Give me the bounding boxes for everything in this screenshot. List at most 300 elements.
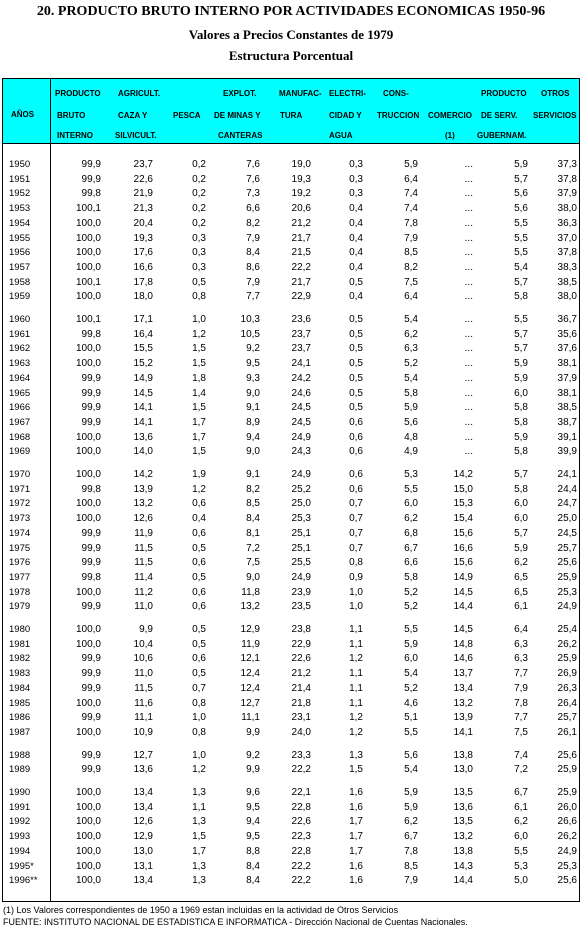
- value-cell: ...: [464, 159, 473, 170]
- value-cell: 13,4: [453, 682, 473, 694]
- value-cell: ...: [464, 203, 473, 215]
- value-cell: 13,6: [453, 801, 473, 813]
- value-cell: 0,6: [349, 416, 363, 428]
- value-cell: 6,4: [514, 624, 528, 635]
- value-cell: 5,8: [514, 446, 528, 458]
- table-row: [3, 290, 579, 305]
- value-cell: 11,4: [134, 571, 153, 583]
- value-cell: 0,9: [349, 571, 363, 583]
- value-cell: 5,8: [514, 416, 528, 428]
- year-cell: 1993: [9, 831, 31, 843]
- table-row: [3, 202, 579, 217]
- value-cell: 17,8: [133, 276, 153, 288]
- value-cell: 11,0: [134, 668, 153, 680]
- header-otros-2: SERVICIOS: [533, 111, 577, 120]
- value-cell: 25,7: [557, 542, 577, 554]
- value-cell: 26,2: [557, 638, 577, 650]
- value-cell: 13,0: [133, 845, 153, 857]
- value-cell: 7,9: [246, 232, 260, 244]
- value-cell: 38,1: [557, 358, 577, 370]
- table-row: [3, 801, 579, 816]
- value-cell: 5,4: [404, 372, 418, 384]
- value-cell: 23,6: [291, 314, 311, 325]
- value-cell: 1,0: [192, 712, 206, 724]
- value-cell: 23,7: [133, 159, 153, 170]
- value-cell: 0,7: [349, 498, 363, 510]
- value-cell: 12,7: [133, 749, 153, 761]
- value-cell: 100,1: [75, 314, 101, 325]
- value-cell: 24,5: [291, 416, 311, 428]
- table-row: [3, 600, 579, 615]
- value-cell: 0,6: [349, 469, 363, 480]
- value-cell: 6,3: [514, 653, 528, 665]
- value-cell: 1,3: [349, 749, 363, 761]
- value-cell: 99,9: [81, 527, 101, 539]
- value-cell: 1,7: [192, 416, 206, 428]
- value-cell: 7,3: [246, 188, 260, 200]
- value-cell: 1,0: [192, 749, 206, 761]
- value-cell: 5,4: [404, 668, 418, 680]
- year-cell: 1996**: [9, 875, 38, 887]
- value-cell: 9,5: [246, 358, 260, 370]
- table-row: [3, 431, 579, 446]
- value-cell: 12,9: [133, 831, 153, 843]
- value-cell: 25,9: [557, 787, 577, 798]
- value-cell: 24,0: [291, 726, 311, 738]
- value-cell: 14,1: [133, 402, 153, 414]
- value-cell: 5,1: [404, 712, 418, 724]
- value-cell: 1,2: [349, 712, 363, 724]
- year-cell: 1970: [9, 469, 31, 480]
- table-row: [3, 749, 579, 764]
- value-cell: 14,6: [453, 653, 473, 665]
- value-cell: 15,3: [453, 498, 473, 510]
- value-cell: 14,2: [133, 469, 153, 480]
- value-cell: 7,5: [404, 276, 418, 288]
- value-cell: 19,3: [133, 232, 153, 244]
- value-cell: 13,7: [453, 668, 473, 680]
- value-cell: 7,2: [514, 764, 528, 776]
- page-subtitle: Valores a Precios Constantes de 1979: [188, 27, 394, 42]
- value-cell: ...: [464, 416, 473, 428]
- value-cell: ...: [464, 291, 473, 303]
- header-cons-1: CONS-: [383, 89, 409, 98]
- value-cell: 6,2: [404, 816, 418, 828]
- value-cell: ...: [464, 372, 473, 384]
- value-cell: 39,9: [557, 446, 577, 458]
- value-cell: 15,4: [453, 513, 473, 525]
- value-cell: 14,3: [453, 860, 473, 872]
- value-cell: 0,3: [192, 261, 206, 273]
- value-cell: 0,5: [192, 668, 206, 680]
- header-agri-2: CAZA Y: [118, 111, 148, 120]
- year-cell: 1956: [9, 247, 31, 259]
- value-cell: 37,6: [557, 343, 577, 355]
- value-cell: 1,1: [349, 668, 363, 680]
- value-cell: 5,9: [514, 358, 528, 370]
- value-cell: 1,7: [192, 845, 206, 857]
- value-cell: 99,9: [81, 601, 101, 613]
- value-cell: 13,4: [133, 787, 153, 798]
- value-cell: 0,7: [349, 513, 363, 525]
- value-cell: 100,0: [75, 358, 101, 370]
- value-cell: 36,7: [557, 314, 577, 325]
- value-cell: 1,2: [192, 483, 206, 495]
- value-cell: 10,5: [240, 328, 260, 340]
- year-cell: 1960: [9, 314, 31, 325]
- table-row: [3, 512, 579, 527]
- value-cell: 1,6: [349, 801, 363, 813]
- header-com-1: COMERCIO: [428, 111, 472, 120]
- value-cell: 0,5: [192, 624, 206, 635]
- year-cell: 1975: [9, 542, 31, 554]
- value-cell: 26,0: [557, 801, 577, 813]
- value-cell: 25,9: [557, 764, 577, 776]
- value-cell: 13,9: [133, 483, 153, 495]
- value-cell: ...: [464, 402, 473, 414]
- table-row: [3, 261, 579, 276]
- value-cell: 1,3: [192, 875, 206, 887]
- value-cell: 100,1: [75, 276, 101, 288]
- value-cell: 0,8: [349, 557, 363, 569]
- table-row: [3, 682, 579, 697]
- value-cell: 0,4: [349, 247, 363, 259]
- value-cell: 14,9: [133, 372, 153, 384]
- table-row: [3, 711, 579, 726]
- value-cell: 100,0: [75, 860, 101, 872]
- value-cell: 4,8: [404, 431, 418, 443]
- value-cell: 100,0: [75, 831, 101, 843]
- value-cell: ...: [464, 173, 473, 185]
- value-cell: 13,0: [453, 764, 473, 776]
- value-cell: 100,0: [75, 261, 101, 273]
- value-cell: 8,2: [246, 483, 260, 495]
- year-cell: 1955: [9, 232, 31, 244]
- value-cell: 15,5: [133, 343, 153, 355]
- value-cell: 5,0: [514, 875, 528, 887]
- value-cell: 9,1: [246, 469, 260, 480]
- value-cell: 99,8: [81, 571, 101, 583]
- value-cell: 23,7: [291, 343, 311, 355]
- value-cell: 7,4: [404, 203, 418, 215]
- value-cell: 100,0: [75, 247, 101, 259]
- value-cell: 6,0: [404, 653, 418, 665]
- table-row: [3, 158, 579, 173]
- value-cell: 11,8: [241, 586, 260, 598]
- value-cell: 0,6: [192, 653, 206, 665]
- value-cell: 9,4: [246, 431, 260, 443]
- value-cell: 17,6: [133, 247, 153, 259]
- table-row: [3, 187, 579, 202]
- value-cell: 7,5: [514, 726, 528, 738]
- value-cell: 100,1: [75, 203, 101, 215]
- value-cell: 7,9: [404, 232, 418, 244]
- year-cell: 1959: [9, 291, 31, 303]
- value-cell: 7,7: [514, 712, 528, 724]
- value-cell: 100,0: [75, 217, 101, 229]
- value-cell: 99,9: [81, 387, 101, 399]
- value-cell: 5,9: [404, 159, 418, 170]
- value-cell: 35,6: [557, 328, 577, 340]
- value-cell: 5,2: [404, 682, 418, 694]
- value-cell: 99,9: [81, 712, 101, 724]
- value-cell: 26,1: [557, 726, 577, 738]
- header-manu-1: MANUFAC-: [279, 89, 322, 98]
- table-row: [3, 232, 579, 247]
- value-cell: 21,7: [291, 276, 311, 288]
- value-cell: 14,5: [453, 624, 473, 635]
- value-cell: 5,5: [404, 726, 418, 738]
- year-cell: 1971: [9, 483, 31, 495]
- value-cell: 1,3: [192, 860, 206, 872]
- value-cell: 39,1: [557, 431, 577, 443]
- value-cell: 1,3: [192, 787, 206, 798]
- header-elec-3: AGUA: [329, 131, 353, 140]
- value-cell: 0,8: [192, 726, 206, 738]
- value-cell: 1,1: [349, 638, 363, 650]
- value-cell: ...: [464, 261, 473, 273]
- value-cell: 0,6: [349, 446, 363, 458]
- value-cell: 11,2: [134, 586, 153, 598]
- value-cell: 1,4: [192, 387, 206, 399]
- value-cell: 8,5: [404, 860, 418, 872]
- year-cell: 1988: [9, 749, 31, 761]
- value-cell: 21,4: [291, 682, 311, 694]
- value-cell: 37,8: [557, 247, 577, 259]
- value-cell: 0,6: [192, 557, 206, 569]
- value-cell: 26,3: [557, 682, 577, 694]
- header-mina-2: DE MINAS Y: [214, 111, 261, 120]
- value-cell: 0,3: [349, 188, 363, 200]
- value-cell: 25,9: [557, 571, 577, 583]
- value-cell: 0,7: [349, 527, 363, 539]
- header-elec-1: ELECTRI-: [329, 89, 366, 98]
- value-cell: 100,0: [75, 624, 101, 635]
- year-cell: 1978: [9, 586, 31, 598]
- value-cell: 1,5: [192, 831, 206, 843]
- value-cell: 25,3: [557, 860, 577, 872]
- year-cell: 1954: [9, 217, 31, 229]
- value-cell: 25,5: [291, 557, 311, 569]
- value-cell: 100,0: [75, 816, 101, 828]
- value-cell: 6,5: [514, 571, 528, 583]
- value-cell: ...: [464, 217, 473, 229]
- value-cell: 5,9: [514, 431, 528, 443]
- value-cell: ...: [464, 328, 473, 340]
- value-cell: 99,9: [81, 542, 101, 554]
- value-cell: 0,5: [349, 402, 363, 414]
- table-row: [3, 468, 579, 483]
- value-cell: 7,5: [246, 557, 260, 569]
- value-cell: 37,9: [557, 188, 577, 200]
- value-cell: 1,9: [192, 469, 206, 480]
- value-cell: 0,4: [349, 203, 363, 215]
- value-cell: 8,2: [246, 217, 260, 229]
- value-cell: 7,9: [514, 682, 528, 694]
- value-cell: 6,0: [404, 498, 418, 510]
- year-cell: 1952: [9, 188, 31, 200]
- value-cell: 11,0: [134, 601, 153, 613]
- value-cell: 12,1: [240, 653, 260, 665]
- value-cell: 22,3: [291, 831, 311, 843]
- value-cell: 12,4: [240, 668, 260, 680]
- year-cell: 1963: [9, 358, 31, 370]
- value-cell: 5,5: [404, 483, 418, 495]
- value-cell: ...: [464, 232, 473, 244]
- value-cell: 5,2: [404, 358, 418, 370]
- value-cell: 38,5: [557, 276, 577, 288]
- year-cell: 1950: [9, 159, 31, 170]
- value-cell: 5,8: [514, 402, 528, 414]
- value-cell: 17,1: [133, 314, 153, 325]
- value-cell: 9,0: [246, 387, 260, 399]
- value-cell: 0,7: [349, 542, 363, 554]
- value-cell: 5,6: [404, 416, 418, 428]
- year-cell: 1965: [9, 387, 31, 399]
- value-cell: 6,0: [514, 831, 528, 843]
- value-cell: 6,7: [514, 787, 528, 798]
- value-cell: 22,9: [291, 638, 311, 650]
- value-cell: 11,5: [134, 682, 153, 694]
- value-cell: 24,5: [291, 402, 311, 414]
- value-cell: 5,5: [514, 232, 528, 244]
- value-cell: 5,5: [404, 624, 418, 635]
- value-cell: 100,0: [75, 431, 101, 443]
- value-cell: 14,1: [133, 416, 153, 428]
- value-cell: 6,8: [404, 527, 418, 539]
- value-cell: 1,6: [349, 875, 363, 887]
- header-com-2: (1): [445, 131, 455, 140]
- value-cell: 7,8: [514, 697, 528, 709]
- table-row: [3, 328, 579, 343]
- year-cell: 1986: [9, 712, 31, 724]
- value-cell: 5,2: [404, 601, 418, 613]
- value-cell: 8,9: [246, 416, 260, 428]
- value-cell: 14,5: [453, 586, 473, 598]
- table-row: [3, 416, 579, 431]
- value-cell: 6,6: [404, 557, 418, 569]
- value-cell: 21,7: [291, 232, 311, 244]
- value-cell: 5,8: [514, 291, 528, 303]
- value-cell: 16,4: [133, 328, 153, 340]
- table-row: [3, 697, 579, 712]
- value-cell: 24,9: [557, 601, 577, 613]
- value-cell: 9,5: [246, 801, 260, 813]
- value-cell: 22,2: [291, 875, 311, 887]
- year-cell: 1984: [9, 682, 31, 694]
- value-cell: 14,0: [133, 446, 153, 458]
- value-cell: 0,4: [349, 232, 363, 244]
- value-cell: 13,9: [453, 712, 473, 724]
- value-cell: 5,4: [404, 764, 418, 776]
- value-cell: 25,6: [557, 875, 577, 887]
- value-cell: 22,9: [291, 291, 311, 303]
- value-cell: 5,7: [514, 328, 528, 340]
- value-cell: 6,2: [404, 328, 418, 340]
- value-cell: 11,9: [241, 638, 260, 650]
- value-cell: 13,2: [453, 697, 473, 709]
- value-cell: 13,4: [133, 801, 153, 813]
- value-cell: 8,6: [246, 261, 260, 273]
- value-cell: 25,4: [557, 624, 577, 635]
- value-cell: 22,8: [291, 845, 311, 857]
- value-cell: 21,3: [133, 203, 153, 215]
- value-cell: 8,5: [246, 498, 260, 510]
- value-cell: 0,3: [349, 159, 363, 170]
- value-cell: 24,9: [291, 571, 311, 583]
- value-cell: 100,0: [75, 513, 101, 525]
- value-cell: 25,6: [557, 749, 577, 761]
- year-cell: 1992: [9, 816, 31, 828]
- value-cell: 25,3: [291, 513, 311, 525]
- year-cell: 1982: [9, 653, 31, 665]
- value-cell: 9,4: [246, 816, 260, 828]
- value-cell: 0,6: [192, 586, 206, 598]
- table-row: [3, 845, 579, 860]
- value-cell: 13,6: [133, 431, 153, 443]
- header-agri-1: AGRICULT.: [118, 89, 161, 98]
- value-cell: 5,9: [404, 787, 418, 798]
- table-row: [3, 401, 579, 416]
- value-cell: 100,0: [75, 446, 101, 458]
- value-cell: 0,5: [192, 638, 206, 650]
- value-cell: 24,2: [291, 372, 311, 384]
- value-cell: ...: [464, 431, 473, 443]
- year-cell: 1990: [9, 787, 31, 798]
- value-cell: 99,9: [81, 372, 101, 384]
- value-cell: 9,2: [246, 749, 260, 761]
- value-cell: 100,0: [75, 801, 101, 813]
- value-cell: 1,1: [349, 697, 363, 709]
- value-cell: 1,2: [192, 764, 206, 776]
- value-cell: 11,5: [134, 557, 153, 569]
- value-cell: 24,9: [557, 845, 577, 857]
- value-cell: 5,7: [514, 469, 528, 480]
- year-cell: 1973: [9, 513, 31, 525]
- value-cell: 38,5: [557, 402, 577, 414]
- value-cell: ...: [464, 446, 473, 458]
- value-cell: 24,6: [291, 387, 311, 399]
- value-cell: 1,5: [192, 402, 206, 414]
- value-cell: 5,5: [514, 314, 528, 325]
- value-cell: 5,8: [404, 387, 418, 399]
- value-cell: 8,4: [246, 860, 260, 872]
- value-cell: 38,1: [557, 387, 577, 399]
- value-cell: 5,9: [514, 159, 528, 170]
- value-cell: 24,9: [291, 431, 311, 443]
- value-cell: 23,3: [291, 749, 311, 761]
- value-cell: 14,4: [453, 601, 473, 613]
- value-cell: 1,0: [349, 586, 363, 598]
- value-cell: 25,3: [557, 586, 577, 598]
- year-cell: 1969: [9, 446, 31, 458]
- value-cell: 16,6: [453, 542, 473, 554]
- value-cell: 1,5: [192, 358, 206, 370]
- value-cell: 6,0: [514, 513, 528, 525]
- value-cell: 99,9: [81, 764, 101, 776]
- value-cell: 13,5: [453, 816, 473, 828]
- value-cell: 22,6: [133, 173, 153, 185]
- table-row: [3, 786, 579, 801]
- year-cell: 1966: [9, 402, 31, 414]
- value-cell: 5,9: [404, 638, 418, 650]
- value-cell: 21,8: [291, 697, 311, 709]
- value-cell: 5,9: [514, 542, 528, 554]
- value-cell: 8,5: [404, 247, 418, 259]
- value-cell: 12,9: [240, 624, 260, 635]
- value-cell: 8,1: [246, 527, 260, 539]
- value-cell: 8,2: [404, 261, 418, 273]
